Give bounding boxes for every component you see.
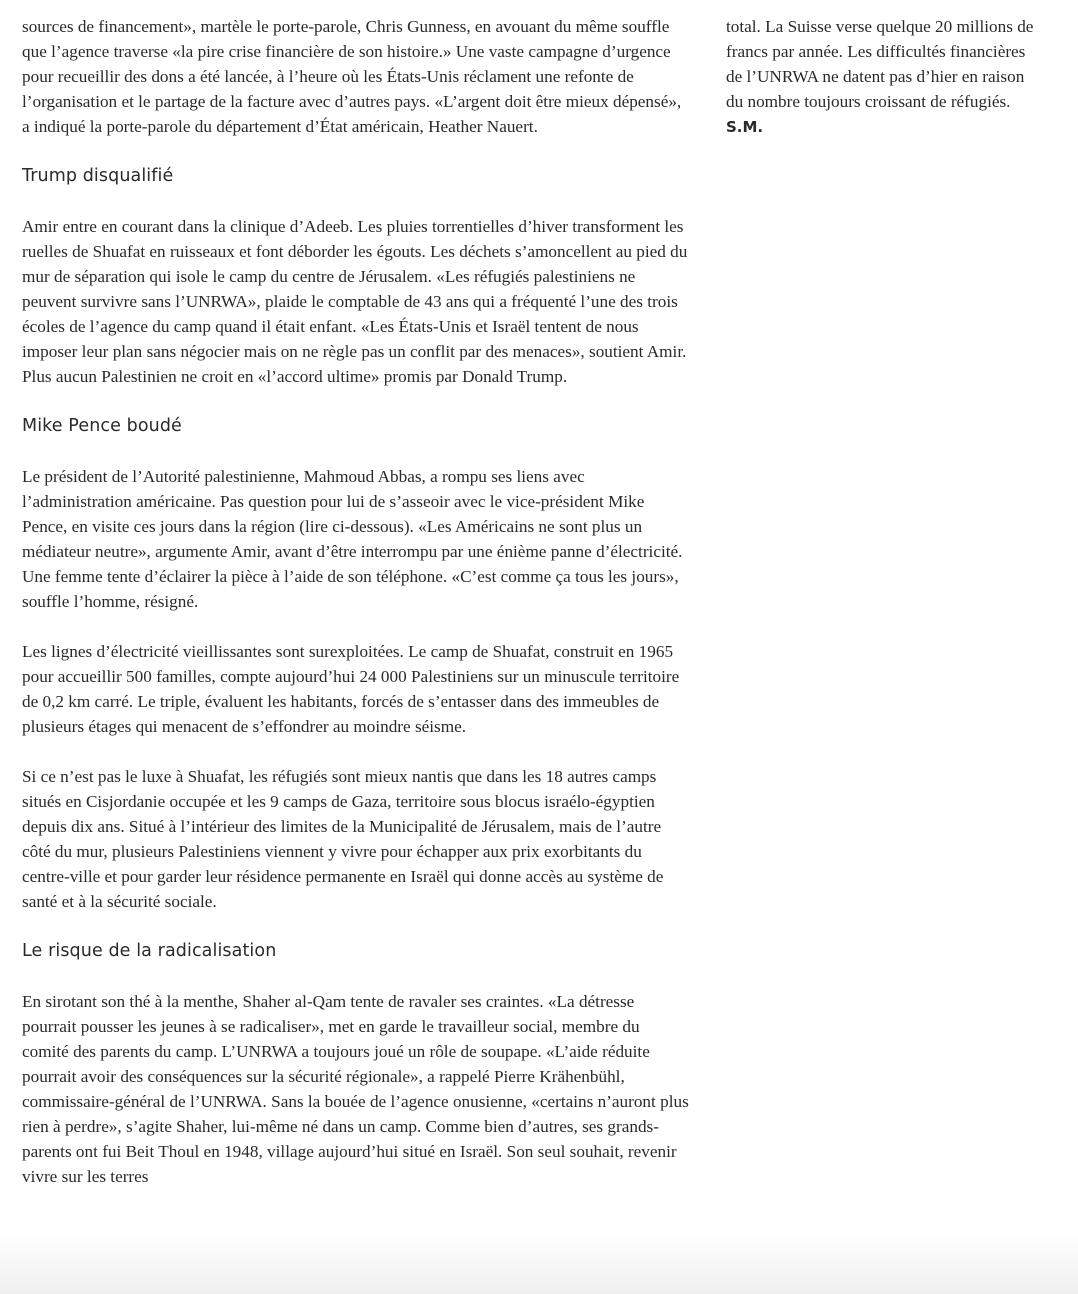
- paragraph-pence: Le président de l’Autorité palestinienne, Mahmoud Abbas, a rompu ses liens avec l’administration américaine. Pas question pour lui de s’asseoir avec le vice-président Mike Pence, en visite ces jours dans la région (lire ci-dessous). «Les Américains ne sont plus un médiateur neutre», argumente Amir, avant d’être interrompu par une énième panne d’électricité. Une femme tente d’éclairer la pièce à l’aide de son téléphone. «C’est comme ça tous les jours», souffle l’homme, résigné.: [22, 467, 683, 611]
- paragraph-radicalisation: En sirotant son thé à la menthe, Shaher al-Qam tente de ravaler ses craintes. «La détresse pourrait pousser les jeunes à se radicaliser», met en garde le travailleur social, membre du comité des parents du camp. L’UNRWA a toujours joué un rôle de soupape. «L’aide réduite pourrait avoir des conséquences sur la sécurité régionale», a rappelé Pierre Krähenbühl, commissaire-général de l’UNRWA. Sans la bouée de l’agence onusienne, «certains n’auront plus rien à perdre», s’agite Shaher, lui-même né dans un camp. Comme bien d’autres, ses grands-parents ont fui Beit Thoul en 1948, village aujourd’hui situé en Israël. Son seul souhait, revenir vivre sur les terres: [22, 992, 689, 1186]
- article-body: [22, 14, 690, 1214]
- sidebar-paragraph: [726, 14, 1036, 140]
- paragraph-trump: Amir entre en courant dans la clinique d’Adeeb. Les pluies torrentielles d’hiver transforment les ruelles de Shuafat en ruisseaux et font déborder les égouts. Les déchets s’amoncellent au pied du mur de séparation qui isole le camp du centre de Jérusalem. «Les réfugiés palestiniens ne peuvent survivre sans l’UNRWA», plaide le comptable de 43 ans qui a fréquenté l’une des trois écoles de l’agence du camp quand il était enfant. «Les États-Unis et Israël tentent de nous imposer leur plan sans négocier mais on ne règle pas un conflit par des menaces», soutient Amir. Plus aucun Palestinien ne croit en «l’accord ultime» promis par Donald Trump.: [22, 217, 688, 386]
- author-signature: S.M.: [726, 118, 764, 136]
- paragraph-intro: sources de financement», martèle le porte-parole, Chris Gunness, en avouant du même souffle que l’agence traverse «la pire crise financière de son histoire.» Une vaste campagne d’urgence pour recueillir des dons a été lancée, à l’heure où les États-Unis réclament une refonte de l’organisation et le partage de la facture avec d’autres pays. «L’argent doit être mieux dépensé», a indiqué la porte-parole du département d’État américain, Heather Nauert.: [22, 17, 682, 136]
- heading-trump: Trump disqualifié: [22, 166, 174, 186]
- sidebar-text: total. La Suisse verse quelque 20 millions de francs par année. Les difficultés financières de l’UNRWA ne datent pas d’hier en raison du nombre toujours croissant de réfugiés.: [726, 17, 1034, 111]
- paragraph-lignes: Les lignes d’électricité vieillissantes sont surexploitées. Le camp de Shuafat, construit en 1965 pour accueillir 500 familles, compte aujourd’hui 24 000 Palestiniens sur un minuscule territoire de 0,2 km carré. Le triple, évaluent les habitants, forcés de s’entasser dans des immeubles de plusieurs étages qui menacent de s’effondrer au moindre séisme.: [22, 642, 680, 736]
- sidebar-box: [726, 14, 1036, 165]
- bottom-fade: [0, 1234, 1078, 1294]
- paragraph-luxe: Si ce n’est pas le luxe à Shuafat, les réfugiés sont mieux nantis que dans les 18 autres camps situés en Cisjordanie occupée et les 9 camps de Gaza, territoire sous blocus israélo-égyptien depuis dix ans. Situé à l’intérieur des limites de la Municipalité de Jérusalem, mais de l’autre côté du mur, plusieurs Palestiniens viennent y vivre pour échapper aux prix exorbitants du centre-ville et pour garder leur résidence permanente en Israël qui donne accès au système de santé et à la sécurité sociale.: [22, 767, 664, 911]
- heading-radicalisation: Le risque de la radicalisation: [22, 941, 277, 961]
- heading-pence: Mike Pence boudé: [22, 416, 182, 436]
